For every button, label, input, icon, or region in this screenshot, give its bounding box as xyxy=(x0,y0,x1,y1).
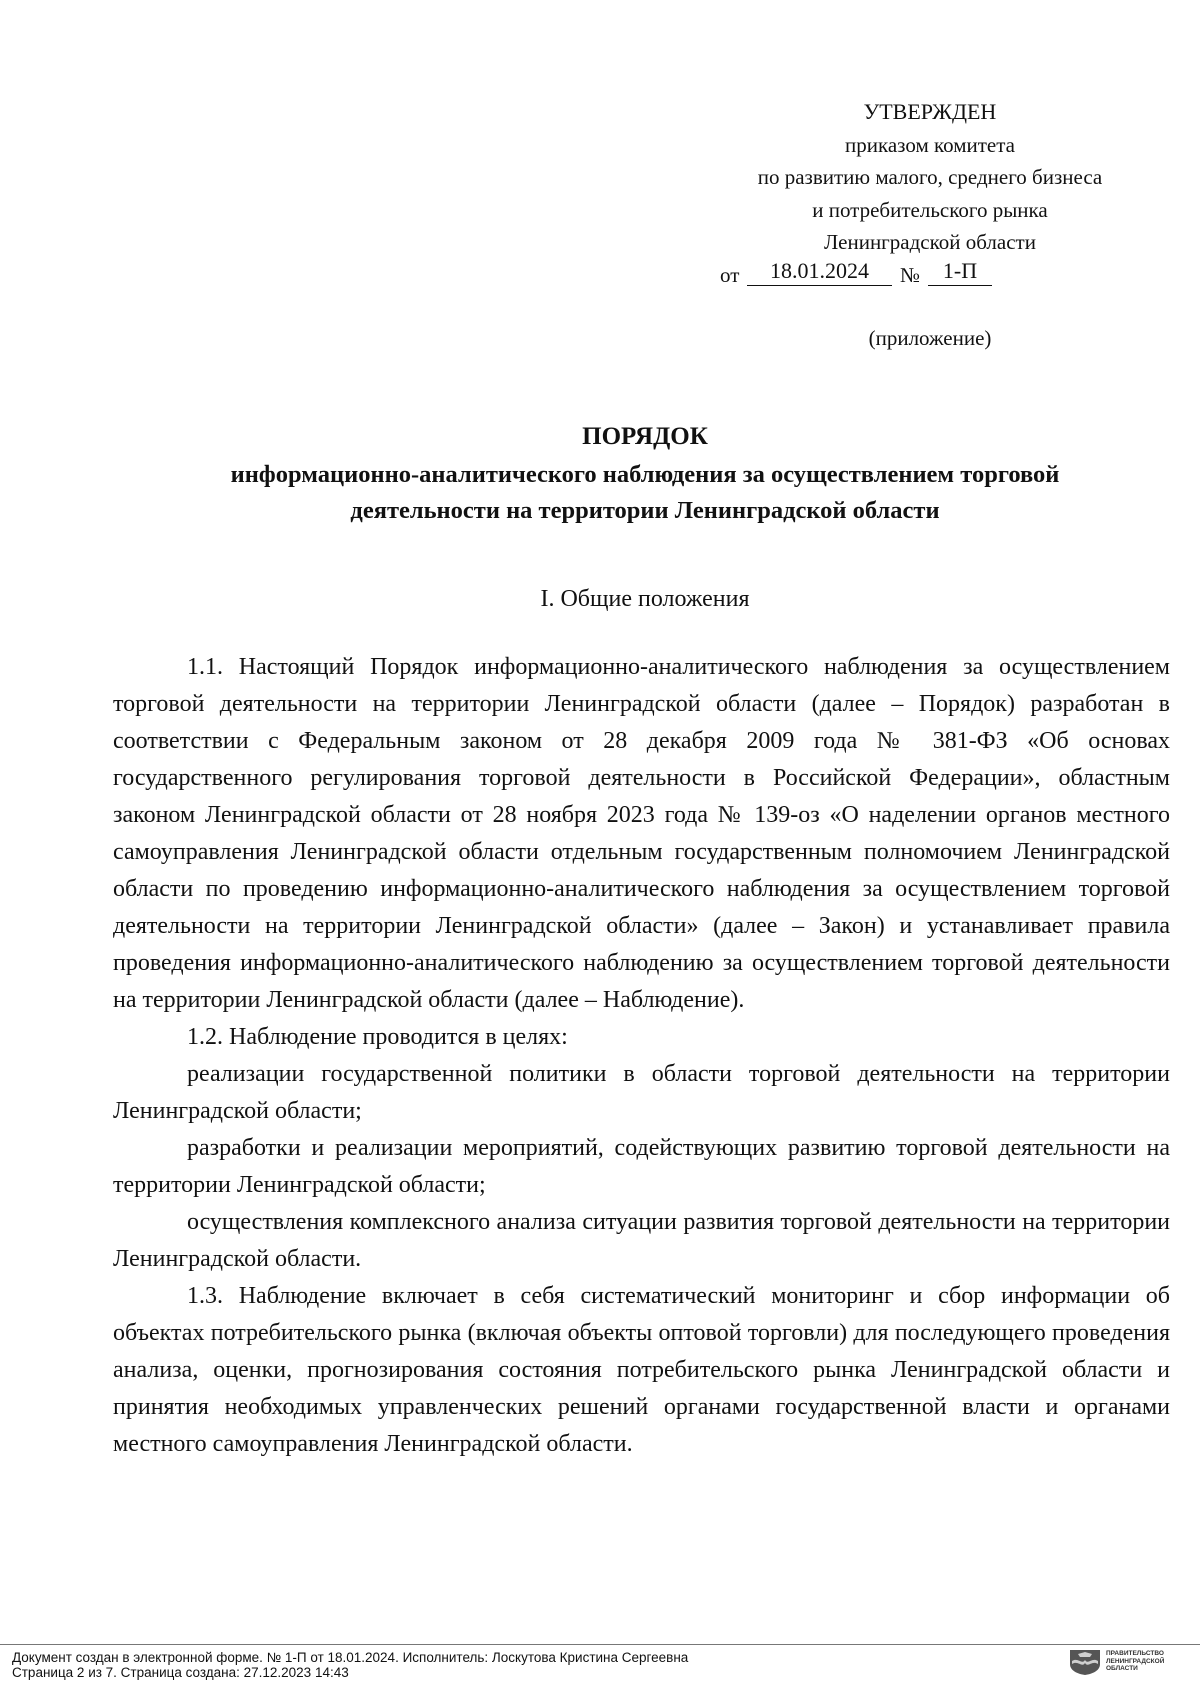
approval-line: приказом комитета xyxy=(844,132,1015,157)
footer-text xyxy=(12,1650,688,1680)
section-heading: I. Общие положения xyxy=(540,586,750,612)
subtitle-line: деятельности на территории Ленинградской области xyxy=(350,497,940,524)
approval-title: УТВЕРЖДЕН xyxy=(863,99,997,124)
approval-date-line xyxy=(700,259,1160,293)
approval-block xyxy=(700,96,1160,293)
paragraph: 1.1. Настоящий Порядок информационно-аналитического наблюдения за осуществлением торговой деятельности на территории Ленинградской области (далее – Порядок) разработан в соответствии с Федеральным законом от 28 декабря 2009 года № 381-ФЗ «Об основах государственного регулирования торговой деятельности в Российской Федерации», областным законом Ленинградской области от 28 ноября 2023 года № 139-оз «О наделении органов местного самоуправления Ленинградской области отдельным государственным полномочием Ленинградской области по проведению информационно-аналитического наблюдения за осуществлением торговой деятельности на территории Ленинградской области» (далее – Закон) и устанавливает правила проведения информационно-аналитического наблюдению за осуществлением торговой деятельности на территории Ленинградской области (далее – Наблюдение). xyxy=(113,654,1170,1013)
org-line: ОБЛАСТИ xyxy=(1106,1665,1138,1672)
subtitle-line: информационно-аналитического наблюдения за осуществлением торговой xyxy=(230,461,1060,488)
footer-divider xyxy=(0,1644,1200,1645)
footer-line: Документ создан в электронной форме. № 1-П от 18.01.2024. Исполнитель: Лоскутова Кристина Сергеевна xyxy=(12,1650,689,1665)
paragraph: разработки и реализации мероприятий, содействующих развитию торговой деятельности на территории Ленинградской области; xyxy=(113,1135,1170,1198)
date-prefix: от xyxy=(720,262,740,287)
coat-of-arms-icon xyxy=(1068,1648,1102,1676)
org-line: ЛЕНИНГРАДСКОЙ xyxy=(1106,1657,1165,1665)
footer-line: Страница 2 из 7. Страница создана: 27.12.2023 14:43 xyxy=(12,1665,349,1680)
approval-line: Ленинградской области xyxy=(824,230,1036,254)
document-subtitle xyxy=(110,457,1180,529)
paragraph: осуществления комплексного анализа ситуации развития торговой деятельности на территории Ленинградской области. xyxy=(113,1209,1170,1272)
approval-number: 1-П xyxy=(928,255,992,286)
approval-line: и потребительского рынка xyxy=(812,197,1048,222)
paragraph: реализации государственной политики в области торговой деятельности на территории Ленинградской области; xyxy=(113,1061,1170,1124)
org-line: ПРАВИТЕЛЬСТВО xyxy=(1106,1650,1164,1657)
document-body xyxy=(113,649,1170,1463)
annex-label: (приложение) xyxy=(868,326,992,350)
number-prefix: № xyxy=(900,262,921,287)
paragraph: 1.3. Наблюдение включает в себя систематический мониторинг и сбор информации об объектах потребительского рынка (включая объекты оптовой торговли) для последующего проведения анализа, оценки, прогнозирования состояния потребительского рынка Ленинградской области и принятия необходимых управленческих решений органами государственной власти и органами местного самоуправления Ленинградской области. xyxy=(113,1283,1170,1457)
approval-date: 18.01.2024 xyxy=(747,255,892,286)
approval-line: по развитию малого, среднего бизнеса xyxy=(757,165,1103,189)
footer-organization xyxy=(1106,1650,1196,1673)
paragraph: 1.2. Наблюдение проводится в целях: xyxy=(187,1024,568,1050)
document-title: ПОРЯДОК xyxy=(582,423,708,450)
